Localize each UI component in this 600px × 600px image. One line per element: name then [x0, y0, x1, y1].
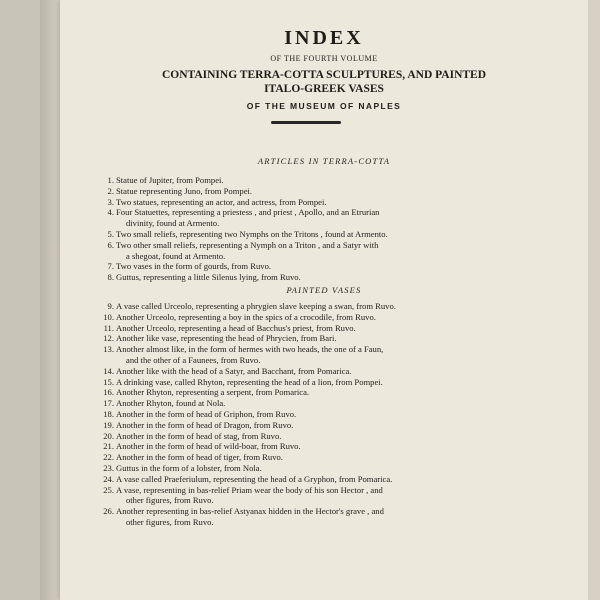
entry-number: 20.	[103, 430, 114, 441]
index-entry	[100, 301, 520, 312]
index-entry	[100, 366, 520, 377]
entry-text: Two other small reliefs, representing a Nymph on a Triton , and a Satyr with	[116, 239, 379, 250]
entry-number: 1.	[107, 175, 114, 185]
page-binding-edge	[40, 0, 62, 600]
subtitle-museum: OF THE MUSEUM OF NAPLES	[246, 101, 402, 111]
subtitle-contents-line-2: ITALO-GREEK VASES	[264, 83, 384, 95]
index-entry	[100, 409, 520, 420]
entry-continuation: other figures, from Ruvo.	[126, 516, 214, 527]
entry-text: Four Statuettes, representing a priestess , and priest , Apollo, and an Etrurian	[116, 207, 380, 218]
index-entry	[100, 463, 520, 474]
entry-text: Another Urceolo, representing a head of Bacchus's priest, from Ruvo.	[116, 322, 356, 333]
entry-text: Two vases in the form of gourds, from Ruvo.	[116, 261, 272, 272]
index-entry	[100, 272, 520, 283]
entry-number: 4.	[107, 207, 114, 218]
entry-text: A vase called Praeferiulum, representing the head of a Gryphon, from Pomarica.	[116, 473, 393, 484]
entry-number: 19.	[103, 419, 114, 430]
index-entry	[100, 452, 520, 463]
entry-text: Another Rhyton, found at Nola.	[116, 398, 226, 409]
entry-number: 13.	[103, 344, 114, 355]
index-entry	[100, 240, 520, 262]
entry-number: 22.	[103, 452, 114, 463]
page-right-edge	[588, 0, 600, 600]
book-page	[60, 0, 588, 600]
entry-continuation: other figures, from Ruvo.	[126, 495, 214, 506]
index-entry	[100, 398, 520, 409]
index-entry	[100, 207, 520, 229]
entry-number: 12.	[103, 333, 114, 344]
section-heading-terra-cotta: ARTICLES IN TERRA-COTTA	[257, 156, 391, 166]
entry-number: 21.	[103, 441, 114, 452]
subtitle-contents	[60, 68, 588, 96]
index-entry	[100, 387, 520, 398]
entry-text: Guttus in the form of a lobster, from Nola.	[116, 462, 262, 473]
page-title: INDEX	[284, 27, 364, 49]
entry-number: 2.	[107, 185, 114, 196]
entry-text: A vase called Urceolo, representing a phrygien slave keeping a swan, from Ruvo.	[116, 301, 396, 311]
section-heading-painted-vases: PAINTED VASES	[286, 285, 362, 295]
entry-text: Another in the form of head of wild-boar, from Ruvo.	[116, 441, 301, 452]
terra-cotta-list	[100, 175, 520, 283]
index-entry	[100, 175, 520, 186]
entry-text: Another Urceolo, representing a boy in the spics of a crocodile, from Ruvo.	[116, 311, 376, 322]
entry-text: Another Rhyton, representing a serpent, from Pomarica.	[116, 387, 310, 398]
index-entry	[100, 197, 520, 208]
entry-text: Two small reliefs, representing two Nymphs on the Tritons , found at Armento.	[116, 228, 388, 239]
entry-number: 25.	[103, 484, 114, 495]
index-entry	[100, 441, 520, 452]
index-entry	[100, 506, 520, 528]
entry-number: 24.	[103, 473, 114, 484]
entry-text: Another like with the head of a Satyr, and Bacchant, from Pomarica.	[116, 365, 352, 376]
index-entry	[100, 186, 520, 197]
entry-number: 3.	[107, 196, 114, 207]
index-entry	[100, 474, 520, 485]
entry-continuation: divinity, found at Armento.	[126, 218, 220, 229]
entry-number: 18.	[103, 408, 114, 419]
index-entry	[100, 344, 520, 366]
index-entry	[100, 377, 520, 388]
subtitle-contents-line-1: CONTAINING TERRA-COTTA SCULPTURES, AND PAINTED	[161, 69, 487, 81]
entry-number: 10.	[103, 311, 114, 322]
entry-number: 6.	[107, 239, 114, 250]
index-entry	[100, 261, 520, 272]
index-entry	[100, 431, 520, 442]
index-entry	[100, 312, 520, 323]
entry-number: 7.	[107, 261, 114, 272]
entry-number: 9.	[107, 301, 114, 311]
entry-text: Another almost like, in the form of hermes with two heads, the one of a Faun,	[116, 344, 384, 355]
entry-text: Another in the form of head of tiger, from Ruvo.	[116, 452, 283, 463]
entry-text: Another in the form of head of Griphon, from Ruvo.	[116, 408, 297, 419]
entry-number: 8.	[107, 272, 114, 283]
index-entry	[100, 229, 520, 240]
entry-number: 11.	[103, 322, 114, 333]
subtitle-volume: OF THE FOURTH VOLUME	[270, 54, 378, 63]
entry-text: Two statues, representing an actor, and actress, from Pompei.	[116, 196, 327, 207]
entry-number: 23.	[103, 462, 114, 473]
entry-text: Another in the form of head of Dragon, from Ruvo.	[116, 419, 294, 430]
entry-text: Another in the form of head of stag, from Ruvo.	[116, 430, 282, 441]
entry-text: Guttus, representing a little Silenus lying, from Ruvo.	[116, 272, 301, 283]
entry-number: 16.	[103, 387, 114, 398]
painted-vases-list	[100, 301, 520, 528]
entry-continuation: a shegoat, found at Armento.	[126, 250, 226, 261]
decorative-rule	[271, 121, 341, 124]
entry-text: Another representing in bas-relief Astyanax hidden in the Hector's grave , and	[116, 506, 384, 517]
index-entry	[100, 333, 520, 344]
entry-number: 5.	[107, 228, 114, 239]
index-entry	[100, 420, 520, 431]
entry-number: 17.	[103, 398, 114, 409]
entry-number: 14.	[103, 365, 114, 376]
entry-number: 26.	[103, 506, 114, 517]
entry-text: Another like vase, representing the head of Phrycien, from Bari.	[116, 333, 337, 344]
index-entry	[100, 323, 520, 334]
entry-text: Statue of Jupiter, from Pompei.	[116, 175, 224, 185]
index-entry	[100, 485, 520, 507]
entry-text: A vase, representing in bas-relief Priam wear the body of his son Hector , and	[116, 484, 383, 495]
entry-number: 15.	[103, 376, 114, 387]
entry-continuation: and the other of a Faunees, from Ruvo.	[126, 354, 261, 365]
entry-text: A drinking vase, called Rhyton, representing the head of a lion, from Pompei.	[116, 376, 383, 387]
entry-text: Statue representing Juno, from Pompei.	[116, 185, 253, 196]
